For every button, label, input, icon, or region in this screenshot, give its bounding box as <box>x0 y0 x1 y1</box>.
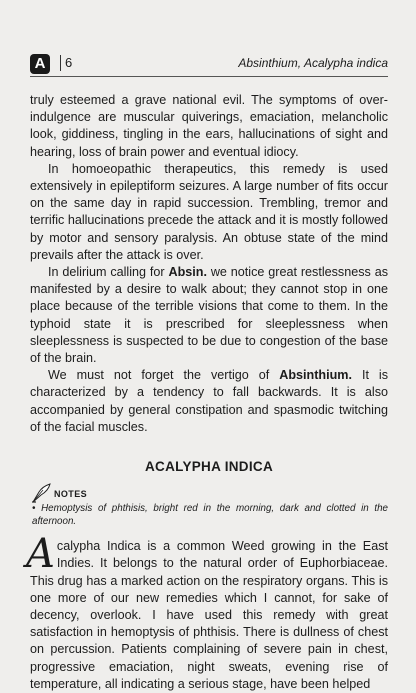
page-body <box>26 92 389 693</box>
notes-header <box>30 483 388 503</box>
notes-bullet-text: Hemoptysis of phthisis, bright red in the morning, dark and clotted in the afternoon. <box>32 503 388 527</box>
notes-text: • Hemoptysis of phthisis, bright red in the morning, dark and clotted in the afternoon. <box>32 503 388 527</box>
text-run: calypha Indica is a common Weed growing in the East Indies. It belongs to the natural order of Euphorbiaceae. This drug has a marked action on the respiratory organs. This is one more of our new remedies which I cannot, for sake of decency, overlook. I have used this remedy with great satisfaction in hemoptysis of phthisis. There is dullness of chest on percussion. Patients complaining of severe pain in chest, progressive emaciation, night sweats, evening rise of temperature, all indicating a serious stage, have been helped <box>30 539 388 691</box>
header-rule <box>30 76 388 77</box>
remedy-keyword: Absin. <box>168 265 207 280</box>
paragraph <box>30 264 388 367</box>
drop-cap: A <box>26 531 55 578</box>
text-run: It is characterized by a tendency to fall backwards. It is also accompanied by general constipation and spasmodic twitching of the facial muscles. <box>30 368 389 434</box>
section-letter-badge: A <box>30 54 50 74</box>
notes-box <box>30 483 388 528</box>
paragraph: truly esteemed a grave national evil. The symptoms of over-indulgence are muscular quiverings, emaciation, melancholic look, giddiness, tingling in the ears, hallucinations of sight and hearing, loss of brain power and eventual idiocy. <box>30 93 388 159</box>
page-header <box>30 52 388 76</box>
text-run: In delirium calling for <box>48 265 169 280</box>
text-run: we notice great restlessness as manifested by a desire to walk about; they cannot stop in one place because of the terrible visions that come to them. In the typhoid state it is prescribed for sleeplessness when sleeplessness is suspected to be due to congestion of the base of the brain. <box>30 265 388 366</box>
remedy-keyword: Absinthium. <box>279 368 352 383</box>
paragraph <box>26 531 388 693</box>
text-run: We must not forget the vertigo of <box>48 368 280 383</box>
quill-pen-icon <box>30 483 52 503</box>
paragraph <box>30 367 388 436</box>
running-title: Absinthium, Acalypha indica <box>238 56 388 70</box>
page-number: 6 <box>60 55 72 71</box>
notes-title: NOTES <box>54 489 88 500</box>
paragraph: In homoeopathic therapeutics, this remedy is used extensively in epileptiform seizures. A large number of fits occur on the same day in rapid succession. Trembling, tremor and terrific hallucinations precede the attack and it is mostly followed by motor and sensory paralysis. An obtuse state of the mind prevails after the attack is over. <box>30 161 388 262</box>
section-heading: ACALYPHA INDICA <box>144 459 273 475</box>
